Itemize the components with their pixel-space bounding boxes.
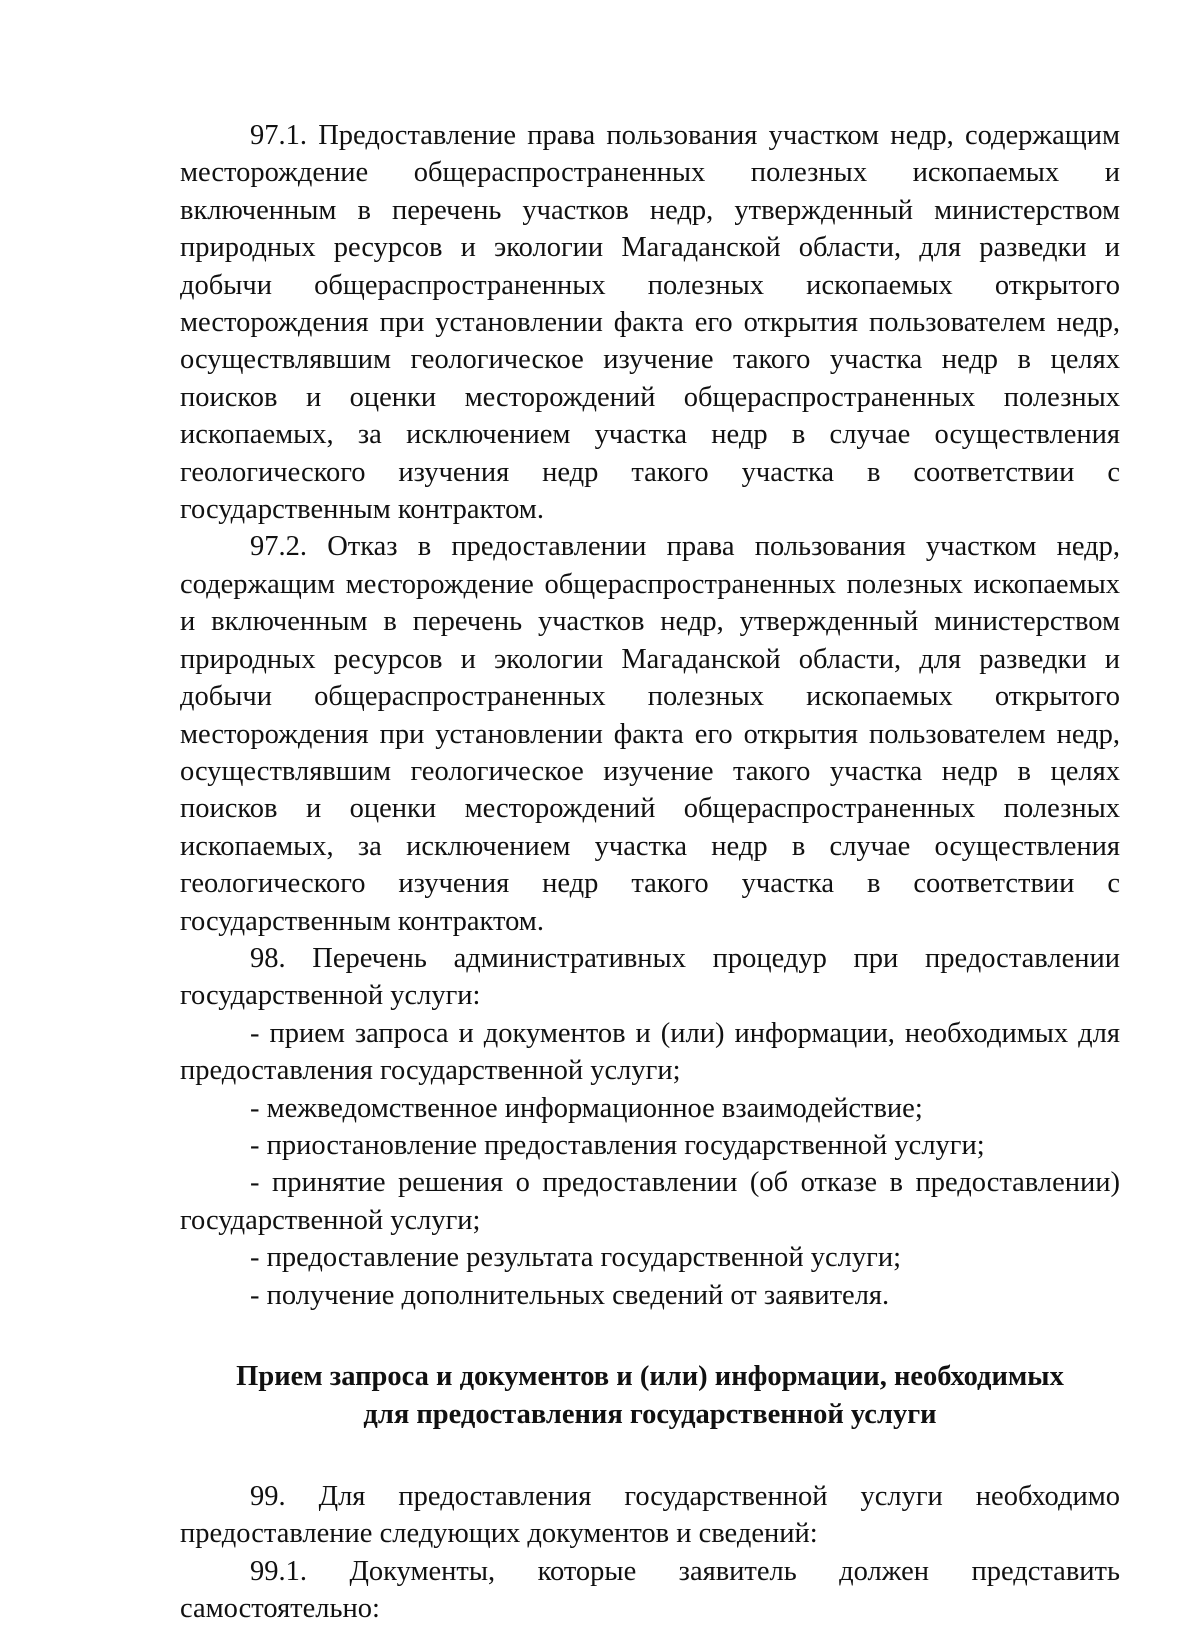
list-item: - принятие решения о предоставлении (об отказе в предоставлении) государственной услуги; (180, 1167, 1120, 1236)
section-heading-line-2: для предоставления государственной услуги (363, 1399, 937, 1430)
paragraph-98: 98. Перечень административных процедур при предоставлении государственной услуги: (180, 942, 1120, 1012)
paragraph-97-2: 97.2. Отказ в предоставлении права пользования участком недр, содержащим месторождение общераспространенных полезных ископаемых и включенным в перечень участков недр, утвержденный министерством природных ресурсов и экологии Магаданской области, для разведки и добычи общераспространенных полезных ископаемых открытого месторождения при установлении факта его открытия пользователем недр, осуществлявшим геологическое изучение такого участка недр в целях поисков и оценки месторождений общераспространенных полезных ископаемых, за исключением участка недр в случае осуществления геологического изучения недр такого участка в соответствии с государственным контрактом. (180, 531, 1120, 937)
list-item: - приостановление предоставления государственной услуги; (250, 1129, 985, 1161)
document-body (180, 117, 1120, 1628)
section-body (180, 1478, 1120, 1628)
list-item: - получение дополнительных сведений от заявителя. (250, 1279, 890, 1311)
procedures-list (180, 1015, 1120, 1314)
list-item: - прием запроса и документов и (или) информации, необходимых для предоставления государственной услуги; (180, 1017, 1120, 1087)
paragraph-97-1: 97.1. Предоставление права пользования участком недр, содержащим месторождение общераспространенных полезных ископаемых и включенным в перечень участков недр, утвержденный министерством природных ресурсов и экологии Магаданской области, для разведки и добычи общераспространенных полезных ископаемых открытого месторождения при установлении факта его открытия пользователем недр, осуществлявшим геологическое изучение такого участка недр в целях поисков и оценки месторождений общераспространенных полезных ископаемых, за исключением участка недр в случае осуществления геологического изучения недр такого участка в соответствии с государственным контрактом. (180, 120, 1120, 526)
list-item: - предоставление результата государственной услуги; (250, 1242, 901, 1274)
section-heading (180, 1358, 1120, 1434)
section-heading-line-1: Прием запроса и документов и (или) информации, необходимых (236, 1361, 1064, 1392)
paragraph-99: 99. Для предоставления государственной услуги необходимо предоставление следующих документов и сведений: (180, 1481, 1120, 1550)
paragraph-99-1: 99.1. Документы, которые заявитель должен представить самостоятельно: (180, 1555, 1120, 1625)
list-item: - межведомственное информационное взаимодействие; (250, 1092, 923, 1124)
